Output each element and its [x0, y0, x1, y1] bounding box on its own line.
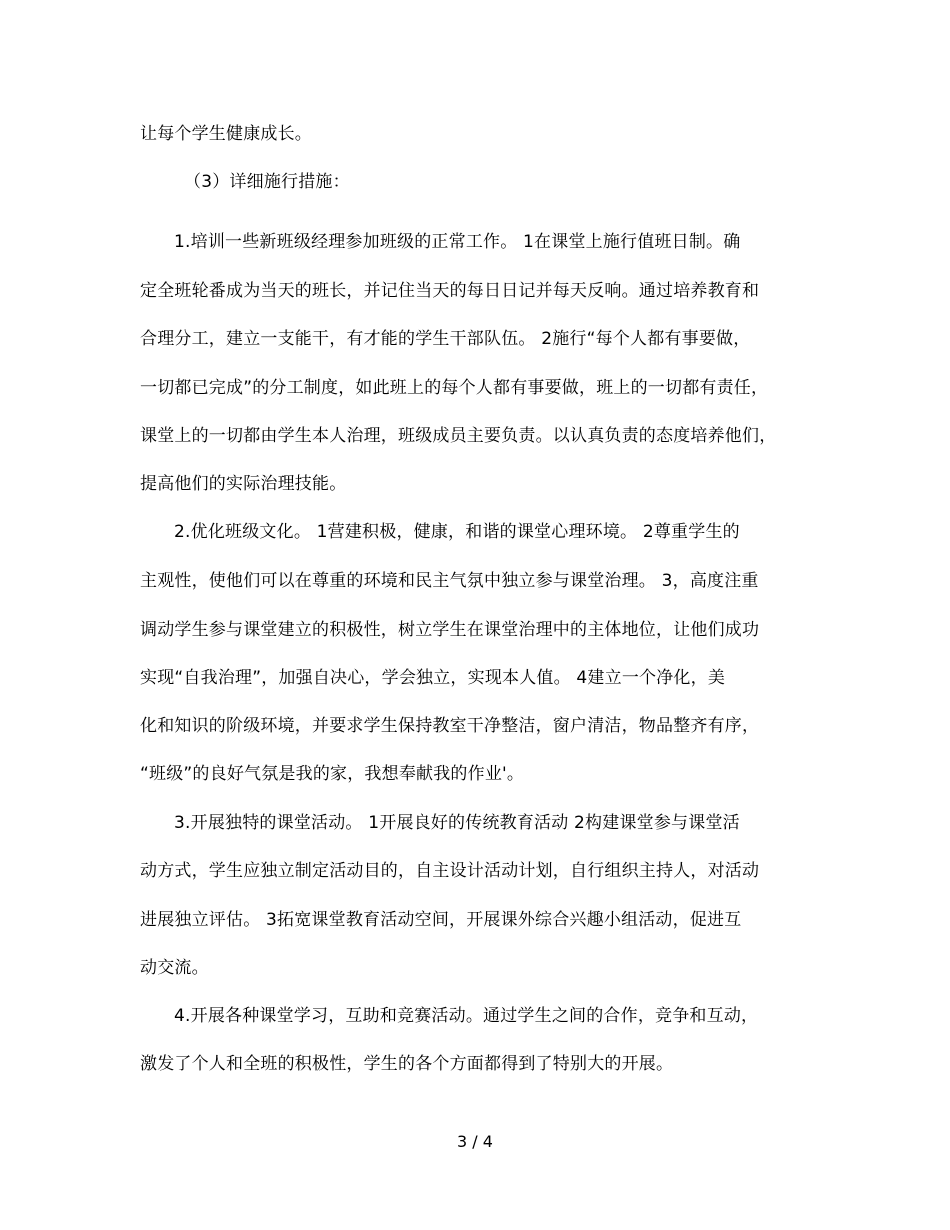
- text-line: 1.培训一些新班级经理参加班级的正常工作。 1在课堂上施行值班日制。确: [174, 232, 741, 252]
- text-line: 动交流。: [140, 958, 209, 978]
- text-line: 实现“自我治理”，加强自决心，学会独立，实现本人值。 4建立一个净化，美: [140, 668, 726, 688]
- section-heading: （3）详细施行措施：: [184, 172, 350, 192]
- text-line: 提高他们的实际治理技能。: [140, 474, 347, 494]
- text-line: 化和知识的阶级环境，并要求学生保持教室干净整洁，窗户清洁，物品整齐有序，: [140, 716, 760, 736]
- text-line: “班级”的良好气氛是我的家，我想奉献我的作业'。: [140, 764, 525, 784]
- text-line: 4.开展各种课堂学习，互助和竞赛活动。通过学生之间的合作，竞争和互动，: [174, 1006, 759, 1026]
- page-number: 3 / 4: [457, 1132, 493, 1151]
- text-line: 定全班轮番成为当天的班长，并记住当天的每日日记并每天反响。通过培养教育和: [140, 281, 760, 301]
- text-line: 合理分工，建立一支能干，有才能的学生干部队伍。 2施行“每个人都有事要做，: [140, 329, 751, 349]
- text-line: 主观性，使他们可以在尊重的环境和民主气氛中独立参与课堂治理。 3，高度注重: [140, 571, 759, 591]
- text-line: 动方式，学生应独立制定活动目的，自主设计活动计划，自行组织主持人，对活动: [140, 861, 760, 881]
- text-line: 2.优化班级文化。 1营建积极，健康，和谐的课堂心理环境。 2尊重学生的: [174, 522, 740, 542]
- text-line: 调动学生参与课堂建立的积极性，树立学生在课堂治理中的主体地位，让他们成功: [140, 620, 760, 640]
- text-line: 激发了个人和全班的积极性，学生的各个方面都得到了特别大的开展。: [140, 1054, 674, 1074]
- text-line: 让每个学生健康成长。: [140, 124, 312, 144]
- text-line: 一切都已完成”的分工制度，如此班上的每个人都有事要做，班上的一切都有责任，: [140, 378, 769, 398]
- text-line: 课堂上的一切都由学生本人治理，班级成员主要负责。以认真负责的态度培养他们，: [140, 426, 777, 446]
- text-line: 进展独立评估。 3拓宽课堂教育活动空间，开展课外综合兴趣小组活动，促进互: [140, 910, 742, 930]
- text-line: 3.开展独特的课堂活动。 1开展良好的传统教育活动 2构建课堂参与课堂活: [174, 813, 740, 833]
